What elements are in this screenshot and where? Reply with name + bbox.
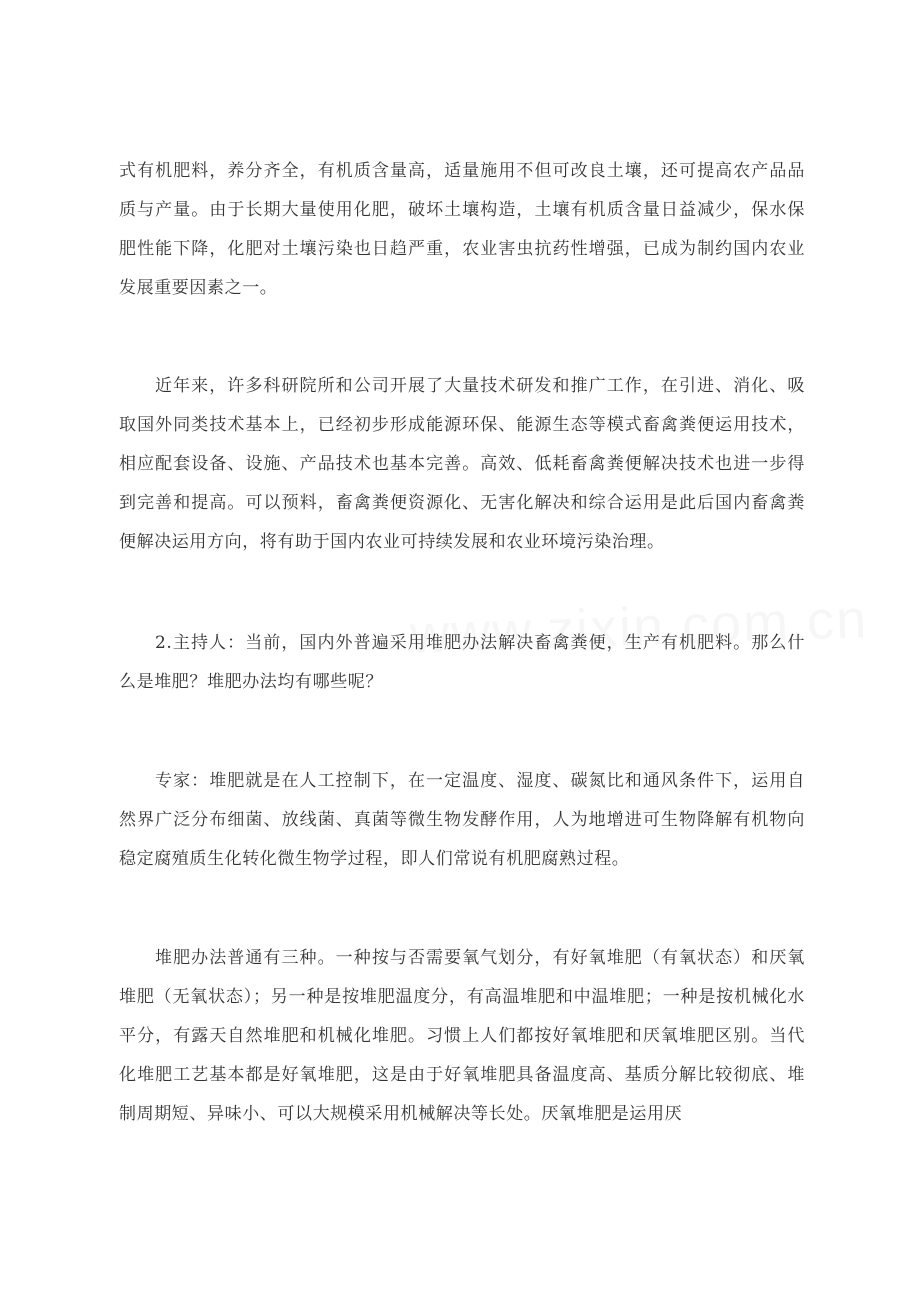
paragraph-expert-answer: 专家：堆肥就是在人工控制下，在一定温度、湿度、碳氮比和通风条件下，运用自然界广泛分布细菌、放线菌、真菌等微生物发酵作用，人为地增进可生物降解有机物向稳定腐殖质生化转化微生物学过程，即人们常说有机肥腐熟过程。 [119, 771, 805, 869]
paragraph-host-question: 2.主持人：当前，国内外普遍采用堆肥办法解决畜禽粪便，生产有机肥料。那么什么是堆肥？堆肥办法均有哪些呢？ [119, 633, 805, 692]
document-body [119, 152, 805, 1134]
paragraph-recent-years: 近年来，许多科研院所和公司开展了大量技术研发和推广工作，在引进、消化、吸取国外同类技术基本上，已经初步形成能源环保、能源生态等模式畜禽粪便运用技术，相应配套设备、设施、产品技术也基本完善。高效、低耗畜禽粪便解决技术也进一步得到完善和提高。可以预料，畜禽粪便资源化、无害化解决和综合运用是此后国内畜禽粪便解决运用方向，将有助于国内农业可持续发展和农业环境污染治理。 [119, 376, 805, 552]
paragraph-composting-methods: 堆肥办法普通有三种。一种按与否需要氧气划分，有好氧堆肥（有氧状态）和厌氧堆肥（无氧状态）；另一种是按堆肥温度分，有高温堆肥和中温堆肥；一种是按机械化水平分，有露天自然堆肥和机械化堆肥。习惯上人们都按好氧堆肥和厌氧堆肥区别。当代化堆肥工艺基本都是好氧堆肥，这是由于好氧堆肥具备温度高、基质分解比较彻底、堆制周期短、异味小、可以大规模采用机械解决等长处。厌氧堆肥是运用厌 [119, 948, 805, 1124]
paragraph-organic-fertilizer: 式有机肥料，养分齐全，有机质含量高，适量施用不但可改良土壤，还可提高农产品品质与产量。由于长期大量使用化肥，破坏土壤构造，土壤有机质含量日益减少，保水保肥性能下降，化肥对土壤污染也日趋严重，农业害虫抗药性增强，已成为制约国内农业发展重要因素之一。 [119, 161, 805, 298]
